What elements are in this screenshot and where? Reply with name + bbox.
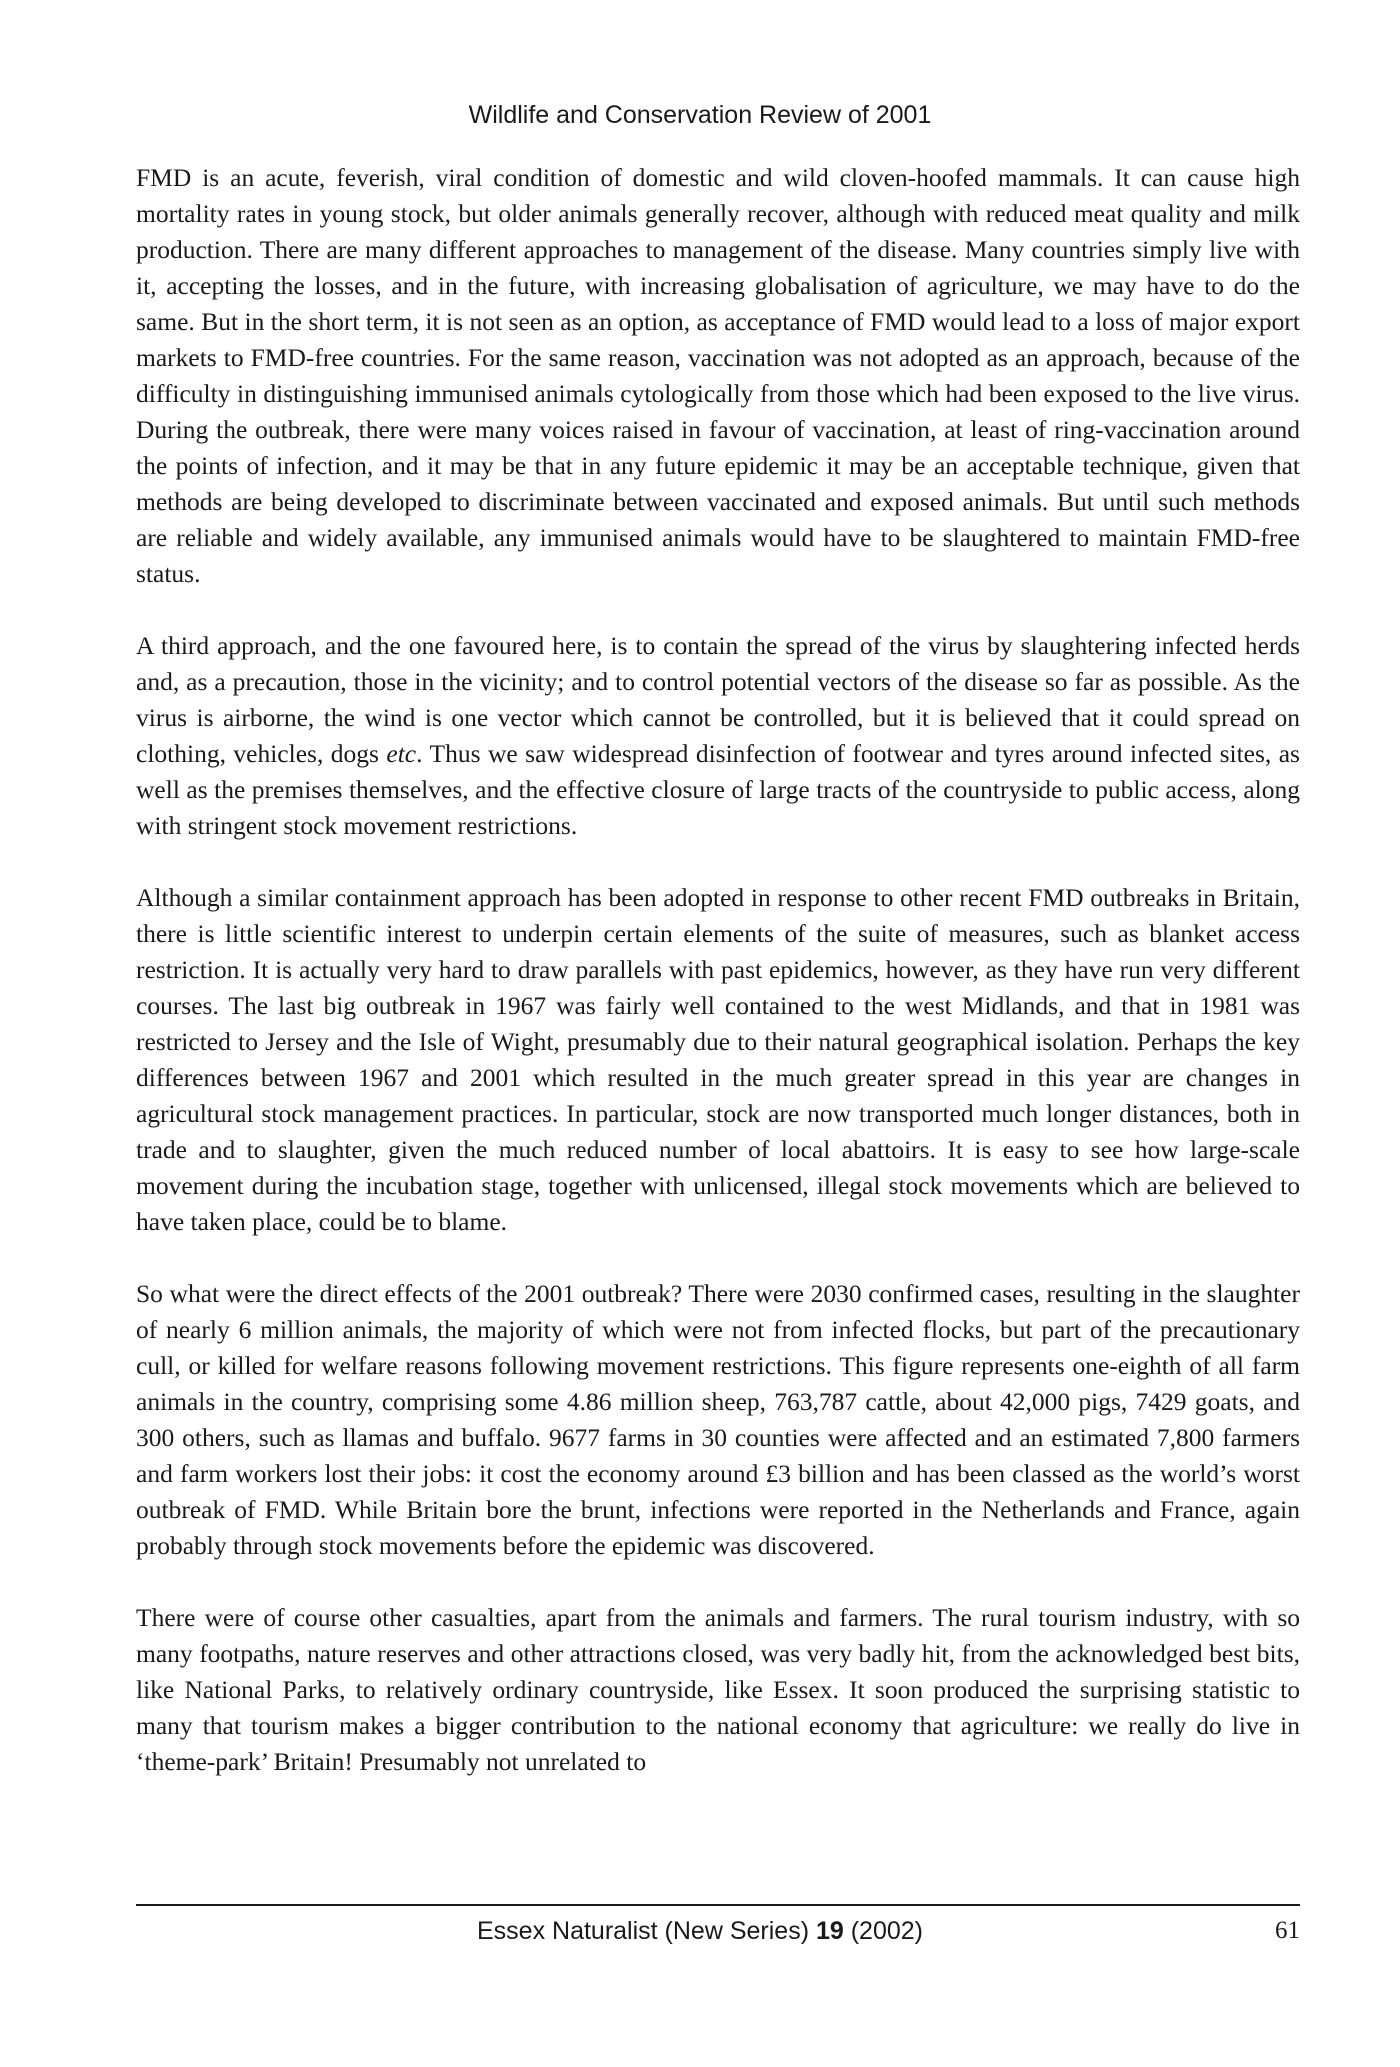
paragraph-2 <box>136 628 1300 844</box>
paragraph-5: There were of course other casualties, apart from the animals and farmers. The rural tourism industry, with so many footpaths, nature reserves and other attractions closed, was very badly hit, from the acknowledged best bits, like National Parks, to relatively ordinary countryside, like Essex. It soon produced the surprising statistic to many that tourism makes a bigger contribution to the national economy that agriculture: we really do live in ‘theme-park’ Britain! Presumably not unrelated to <box>136 1603 1300 1776</box>
volume-number: 19 <box>815 1917 844 1945</box>
page-number: 61 <box>1275 1917 1300 1944</box>
paragraph-1: FMD is an acute, feverish, viral condition of domestic and wild cloven-hoofed mammals. It can cause high mortality rates in young stock, but older animals generally recover, although with reduced meat quality and milk production. There are many different approaches to management of the disease. Many countries simply live with it, accepting the losses, and in the future, with increasing globalisation of agriculture, we may have to do the same. But in the short term, it is not seen as an option, as acceptance of FMD would lead to a loss of major export markets to FMD-free countries. For the same reason, vaccination was not adopted as an approach, because of the difficulty in distinguishing immunised animals cytologically from those which had been exposed to the live virus. During the outbreak, there were many voices raised in favour of vaccination, at least of ring-vaccination around the points of infection, and it may be that in any future epidemic it may be an acceptable technique, given that methods are being developed to discriminate between vaccinated and exposed animals. But until such methods are reliable and widely available, any immunised animals would have to be slaughtered to maintain FMD-free status. <box>136 163 1300 588</box>
paragraph-4: So what were the direct effects of the 2001 outbreak? There were 2030 confirmed cases, resulting in the slaughter of nearly 6 million animals, the majority of which were not from infected flocks, but part of the precautionary cull, or killed for welfare reasons following movement restrictions. This figure represents one-eighth of all farm animals in the country, comprising some 4.86 million sheep, 763,787 cattle, about 42,000 pigs, 7429 goats, and 300 others, such as llamas and buffalo. 9677 farms in 30 counties were affected and an estimated 7,800 farmers and farm workers lost their jobs: it cost the economy around £3 billion and has been classed as the world’s worst outbreak of FMD. While Britain bore the brunt, infections were reported in the Netherlands and France, again probably through stock movements before the epidemic was discovered. <box>136 1279 1300 1560</box>
publication-year: (2002) <box>843 1917 923 1945</box>
journal-name: Essex Naturalist (New Series) <box>476 1917 816 1945</box>
paragraph-3: Although a similar containment approach has been adopted in response to other recent FMD outbreaks in Britain, there is little scientific interest to underpin certain elements of the suite of measures, such as blanket access restriction. It is actually very hard to draw parallels with past epidemics, however, as they have run very different courses. The last big outbreak in 1967 was fairly well contained to the west Midlands, and that in 1981 was restricted to Jersey and the Isle of Wight, presumably due to their natural geographical isolation. Perhaps the key differences between 1967 and 2001 which resulted in the much greater spread in this year are changes in agricultural stock management practices. In particular, stock are now transported much longer distances, both in trade and to slaughter, given the much reduced number of local abattoirs. It is easy to see how large-scale movement during the incubation stage, together with unlicensed, illegal stock movements which are believed to have taken place, could be to blame. <box>136 883 1300 1236</box>
paragraph-2-text-b: . Thus we saw widespread disinfection of footwear and tyres around infected sites, as well as the premises themselves, and the effective closure of large tracts of the countryside to public access, along with stringent stock movement restrictions. <box>136 739 1300 840</box>
article-body <box>136 160 1300 1780</box>
paragraph-2-text-a: A third approach, and the one favoured here, is to contain the spread of the virus by slaughtering infected herds and, as a precaution, those in the vicinity; and to control potential vectors of the disease so far as possible. As the virus is airborne, the wind is one vector which cannot be controlled, but it is believed that it could spread on clothing, vehicles, dogs <box>136 631 1300 768</box>
footer-rule <box>136 1904 1300 1906</box>
paragraph-2-italic: etc <box>386 739 417 768</box>
running-header: Wildlife and Conservation Review of 2001 <box>468 101 932 129</box>
running-footer <box>0 1915 1400 1947</box>
